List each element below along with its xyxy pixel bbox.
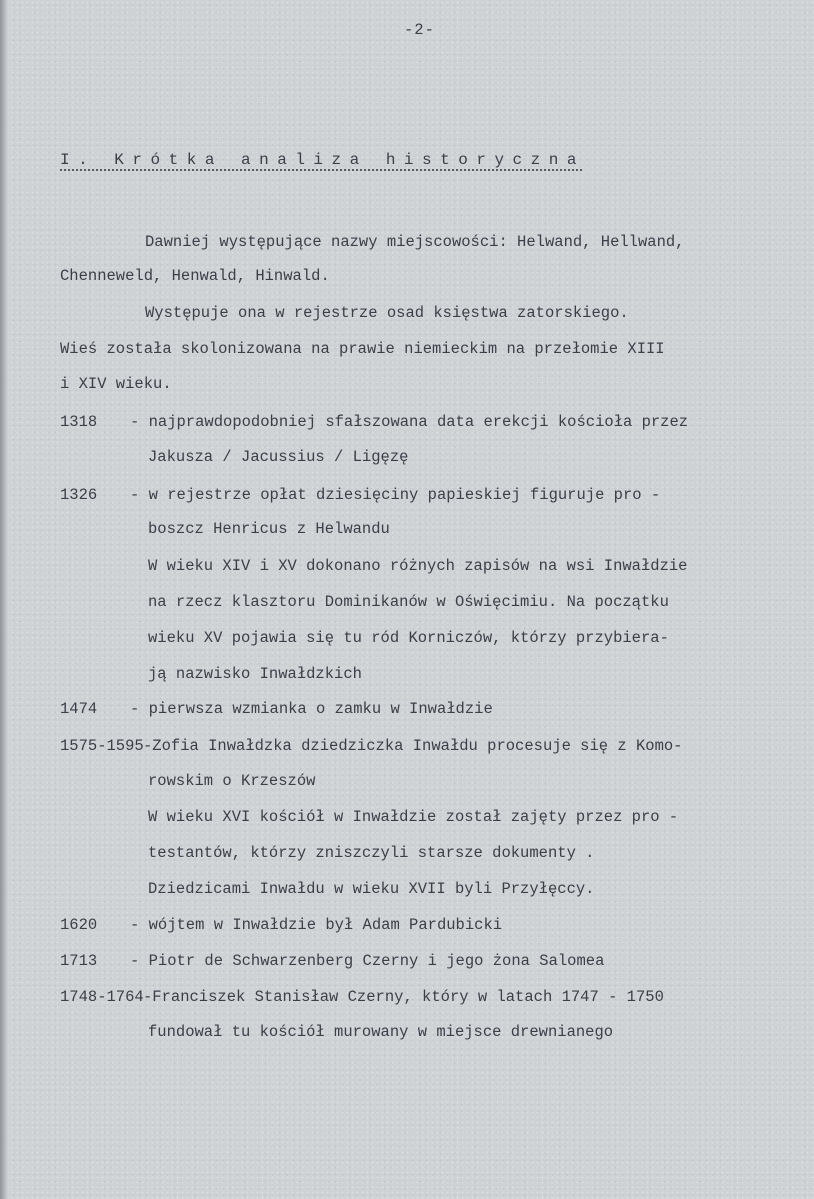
entry-date: 1326	[60, 486, 98, 504]
entry-date: 1620	[60, 916, 98, 934]
intro-line-2: Chenneweld, Henwald, Hinwald.	[60, 267, 330, 285]
entry-text-continued: fundował tu kościół murowany w miejsce drewnianego	[148, 1023, 614, 1041]
entry-text-continued: ją nazwisko Inwałdzkich	[148, 665, 362, 683]
intro-line-3: Występuje ona w rejestrze osad księstwa zatorskiego.	[145, 304, 629, 322]
entry-text: - pierwsza wzmianka o zamku w Inwałdzie	[130, 700, 493, 718]
section-heading: I. Krótka analiza historyczna	[60, 151, 585, 169]
entry-text-continued: W wieku XVI kościół w Inwałdzie został zajęty przez pro -	[148, 808, 679, 826]
entry-text-continued: wieku XV pojawia się tu ród Korniczów, którzy przybiera-	[148, 629, 669, 647]
page-number: -2-	[404, 21, 435, 39]
entry-text: - Piotr de Schwarzenberg Czerny i jego żona Salomea	[130, 952, 605, 970]
entry-text-continued: rowskim o Krzeszów	[148, 772, 316, 790]
entry-text: - w rejestrze opłat dziesięciny papieskiej figuruje pro -	[130, 486, 661, 504]
entry-date: 1575-1595	[60, 737, 144, 755]
entry-text-continued: testantów, którzy zniszczyli starsze dokumenty .	[148, 844, 595, 862]
entry-text: - najprawdopodobniej sfałszowana data erekcji kościoła przez	[130, 413, 689, 431]
entry-date: 1713	[60, 952, 98, 970]
entry-text-continued: W wieku XIV i XV dokonano różnych zapisów na wsi Inwałdzie	[148, 557, 688, 575]
entry-text: -Franciszek Stanisław Czerny, który w latach 1747 - 1750	[143, 988, 664, 1006]
entry-date: 1474	[60, 700, 98, 718]
entry-text-continued: Jakusza / Jacussius / Ligęzę	[148, 448, 409, 466]
entry-text-continued: na rzecz klasztoru Dominikanów w Oświęcimiu. Na początku	[148, 593, 669, 611]
entry-text-continued: Dziedzicami Inwałdu w wieku XVII byli Przyłęccy.	[148, 880, 595, 898]
page-edge-shadow	[0, 0, 8, 1199]
entry-date: 1318	[60, 413, 98, 431]
entry-date: 1748-1764	[60, 988, 144, 1006]
intro-line-5: i XIV wieku.	[60, 375, 172, 393]
entry-text-continued: boszcz Henricus z Helwandu	[148, 520, 390, 538]
entry-text: -Zofia Inwałdzka dziedziczka Inwałdu procesuje się z Komo-	[143, 737, 683, 755]
intro-line-1: Dawniej występujące nazwy miejscowości: Helwand, Hellwand,	[145, 233, 685, 251]
intro-line-4: Wieś została skolonizowana na prawie niemieckim na przełomie XIII	[60, 340, 665, 358]
entry-text: - wójtem w Inwałdzie był Adam Pardubicki	[130, 916, 503, 934]
